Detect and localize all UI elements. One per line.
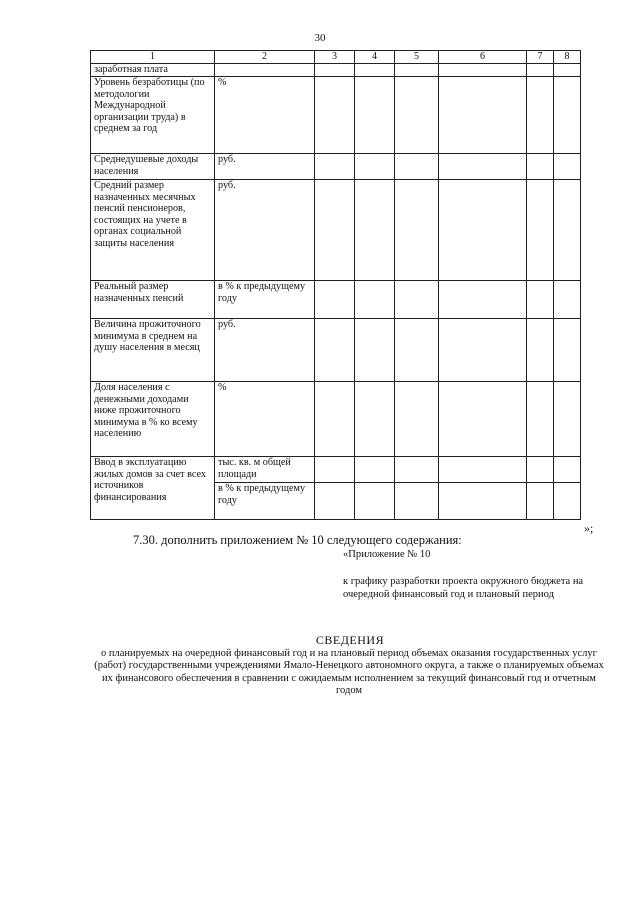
unit-cell: в % к предыдущему году [215,483,315,520]
column-header: 1 [91,51,215,64]
indicator-name: Доля населения с денежными доходами ниже прожиточного минимума в % ко всему населению [91,382,215,457]
indicator-name: заработная плата [91,64,215,77]
unit-cell: руб. [215,180,315,281]
section-item-text: 7.30. дополнить приложением № 10 следующего содержания: [133,533,462,547]
table-row [91,77,581,154]
indicator-name: Уровень безработицы (по методологии Международной организации труда) в среднем за год [91,77,215,154]
table-row [91,154,581,180]
table-row [91,457,581,483]
column-header: 7 [527,51,554,64]
unit-cell: в % к предыдущему году [215,281,315,319]
page-number: 30 [314,32,326,44]
appendix-label: «Приложение № 10 [343,549,431,560]
document-title: СВЕДЕНИЯ [315,633,385,647]
table-row [91,281,581,319]
indicator-name: Среднедушевые доходы населения [91,154,215,180]
table-row [91,319,581,382]
unit-cell: % [215,382,315,457]
column-header: 2 [215,51,315,64]
column-header: 5 [395,51,439,64]
unit-cell [215,64,315,77]
table-row [91,180,581,281]
column-header: 4 [355,51,395,64]
indicator-name: Величина прожиточного минимума в среднем на душу населения в месяц [91,319,215,382]
table-header-row [91,51,581,64]
unit-cell: тыс. кв. м общей площади [215,457,315,483]
table-row [91,382,581,457]
column-header: 8 [554,51,581,64]
unit-cell: % [215,77,315,154]
closing-quote: »; [584,521,594,535]
appendix-reference: к графику разработки проекта окружного бюджета на очередной финансовый год и плановый период [343,576,584,600]
column-header: 6 [439,51,527,64]
unit-cell: руб. [215,319,315,382]
indicator-name: Реальный размер назначенных пенсий [91,281,215,319]
table-row [91,64,581,77]
column-header: 3 [315,51,355,64]
unit-cell: руб. [215,154,315,180]
indicator-name: Ввод в эксплуатацию жилых домов за счет всех источников финансирования [91,457,215,520]
indicator-name: Средний размер назначенных месячных пенсий пенсионеров, состоящих на учете в органах социальной защиты населения [91,180,215,281]
document-description: о планируемых на очередной финансовый год и на плановый период объемах оказания государственных услуг (работ) государственными учреждениями Ямало-Ненецкого автономного округа, а также о планируемых объемах их финансового обеспечения в сравнении с ожидаемым исполнением за текущий финансовый год и отчетным годом [94,648,604,696]
indicators-table [90,50,581,520]
